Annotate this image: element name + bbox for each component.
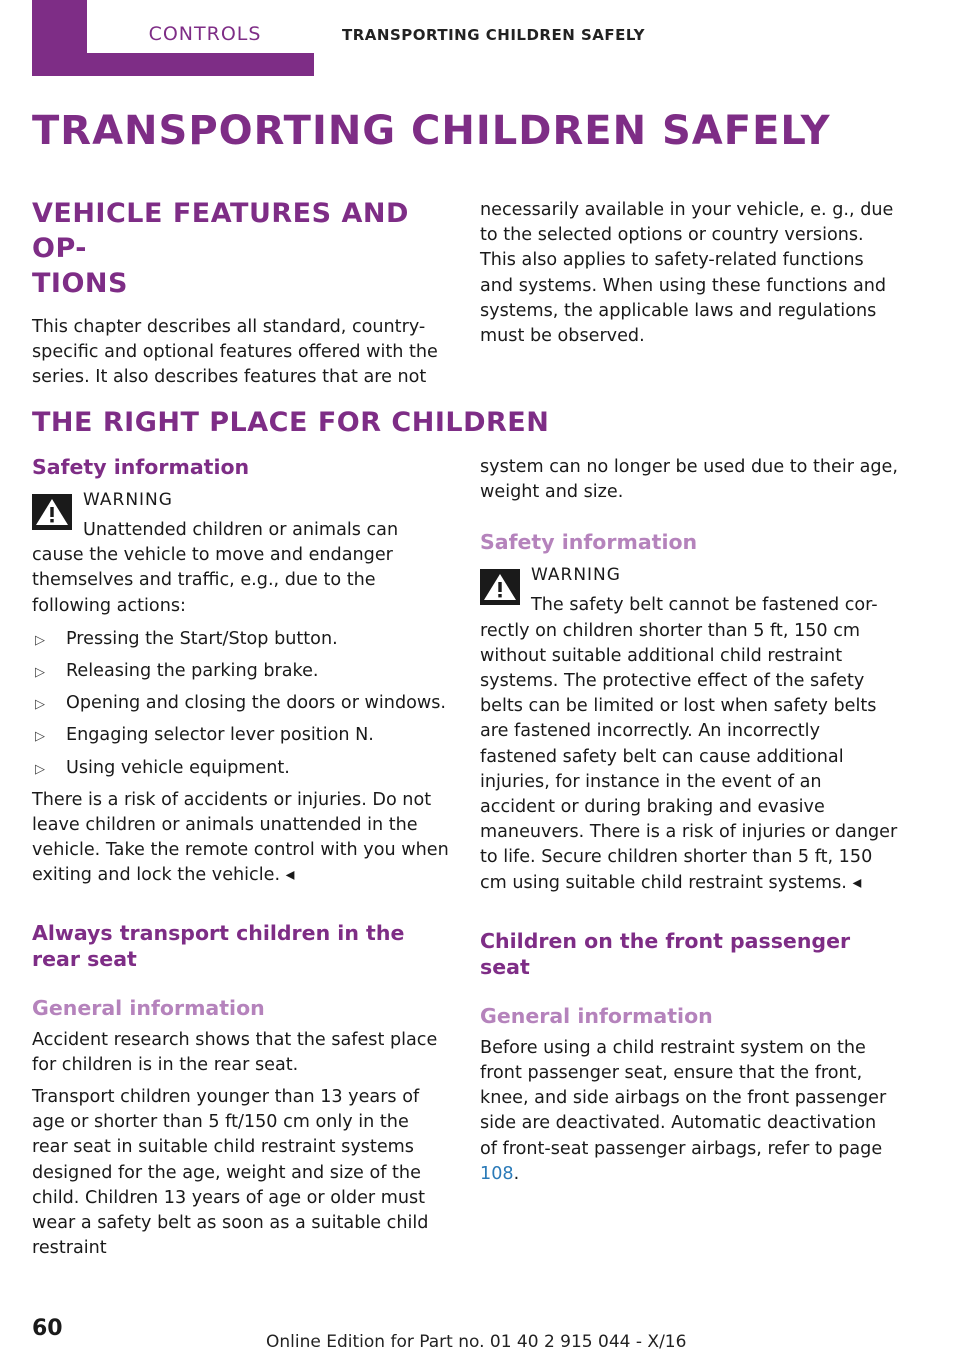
list-item	[32, 723, 450, 748]
vehicle-features-heading-line1: VEHICLE FEATURES AND OP-	[32, 198, 409, 264]
triangle-right-icon: ▷	[35, 665, 45, 681]
list-item-text: Engaging selector lever position N.	[66, 725, 374, 746]
safety-info-heading-2: Safety information	[480, 530, 698, 555]
warning-text-first-line: Unattended children or animals can	[83, 520, 399, 540]
warning-closing-text: There is a risk of accidents or injuries. Do not leave children or animals unattended in the vehicle. Take the remote control with you when exiting and lock the vehicle. ◂	[32, 789, 449, 886]
warning-label: WARNING	[83, 490, 173, 510]
general-info-heading: General information	[32, 995, 265, 1020]
right-place-left-column	[32, 454, 450, 1261]
list-item-text: Opening and closing the doors or windows.	[66, 693, 447, 714]
list-item	[32, 627, 450, 652]
warning-block-2	[480, 563, 898, 895]
edition-footer: Online Edition for Part no. 01 40 2 915 044 - X/16	[266, 1332, 687, 1352]
list-item	[32, 659, 450, 684]
list-item	[32, 756, 450, 781]
vehicle-features-paragraph: This chapter describes all standard, country-specific and optional features offered with the series. It also describes features that are not	[32, 317, 438, 388]
warning-triangle-icon	[480, 569, 520, 605]
front-seat-paragraph-end: .	[513, 1163, 520, 1184]
section-tab-label: CONTROLS	[87, 0, 323, 53]
right-place-right-column	[480, 455, 898, 1187]
vehicle-features-heading	[32, 196, 450, 301]
action-list	[32, 627, 450, 781]
triangle-right-icon: ▷	[35, 632, 45, 648]
page-reference-link[interactable]: 108	[480, 1163, 514, 1184]
rear-seat-heading: Always transport children in the rear seat	[32, 920, 405, 971]
warning-triangle-icon	[32, 494, 72, 530]
rear-seat-paragraph-1: Accident research shows that the safest place for children is in the rear seat.	[32, 1029, 438, 1075]
warning-text: rectly on children shorter than 5 ft, 150 cm without suitable additional child restraint systems. The protective effect of the safety belts can be limited or lost when safety belts are fastened incorrectly. An incorrectly fastened safety belt can cause additional injuries, for instance in the event of an accident or during braking and evasive maneuvers. There is a risk of injuries or danger to life. Secure children shorter than 5 ft, 150 cm using suitable child restraint systems. ◂	[480, 620, 898, 893]
triangle-right-icon: ▷	[35, 761, 45, 777]
rear-seat-paragraph-2-cont: system can no longer be used due to their age, weight and size.	[480, 457, 898, 503]
rear-seat-paragraph-2: Transport children younger than 13 years of age or shorter than 5 ft/150 cm only in the rear seat in suitable child restraint systems designed for the age, weight and size of the child. Children 13 years of age or older must wear a safety belt as soon as a suitable child restraint	[32, 1087, 429, 1259]
list-item-text: Releasing the parking brake.	[66, 661, 319, 682]
vehicle-features-right	[480, 198, 898, 349]
running-title: TRANSPORTING CHILDREN SAFELY	[342, 26, 645, 44]
warning-text-first-line: The safety belt cannot be fastened cor-	[531, 595, 878, 616]
triangle-right-icon: ▷	[35, 729, 45, 745]
vehicle-features-left	[32, 196, 450, 391]
list-item	[32, 691, 450, 716]
right-place-heading: THE RIGHT PLACE FOR CHILDREN	[32, 407, 550, 438]
vehicle-features-heading-line2: TIONS	[32, 268, 128, 299]
front-seat-paragraph-text: Before using a child restraint system on the front passenger seat, ensure that the front, knee, and side airbags on the front passenger side are deactivated. Automatic deactivation of front-seat passenger airbags, refer to page	[480, 1037, 887, 1159]
page-number: 60	[32, 1316, 63, 1341]
page-title: TRANSPORTING CHILDREN SAFELY	[32, 108, 831, 154]
general-info-heading-2: General information	[480, 1003, 713, 1028]
warning-block-1	[32, 488, 450, 619]
warning-label: WARNING	[531, 565, 621, 586]
front-seat-paragraph	[480, 1036, 898, 1187]
front-seat-heading: Children on the front passenger seat	[480, 928, 851, 979]
triangle-right-icon: ▷	[35, 697, 45, 713]
safety-info-heading: Safety information	[32, 455, 250, 479]
vehicle-features-paragraph-cont: necessarily available in your vehicle, e. g., due to the selected options or country versions. This also applies to safety-related functions and systems. When using these functions and systems, the applicable laws and regulations must be observed.	[480, 200, 894, 347]
list-item-text: Using vehicle equipment.	[66, 757, 290, 778]
list-item-text: Pressing the Start/Stop button.	[66, 628, 338, 649]
warning-text: cause the vehicle to move and endanger themselves and traffic, e.g., due to the following actions:	[32, 545, 393, 616]
section-tab[interactable]	[32, 0, 314, 76]
